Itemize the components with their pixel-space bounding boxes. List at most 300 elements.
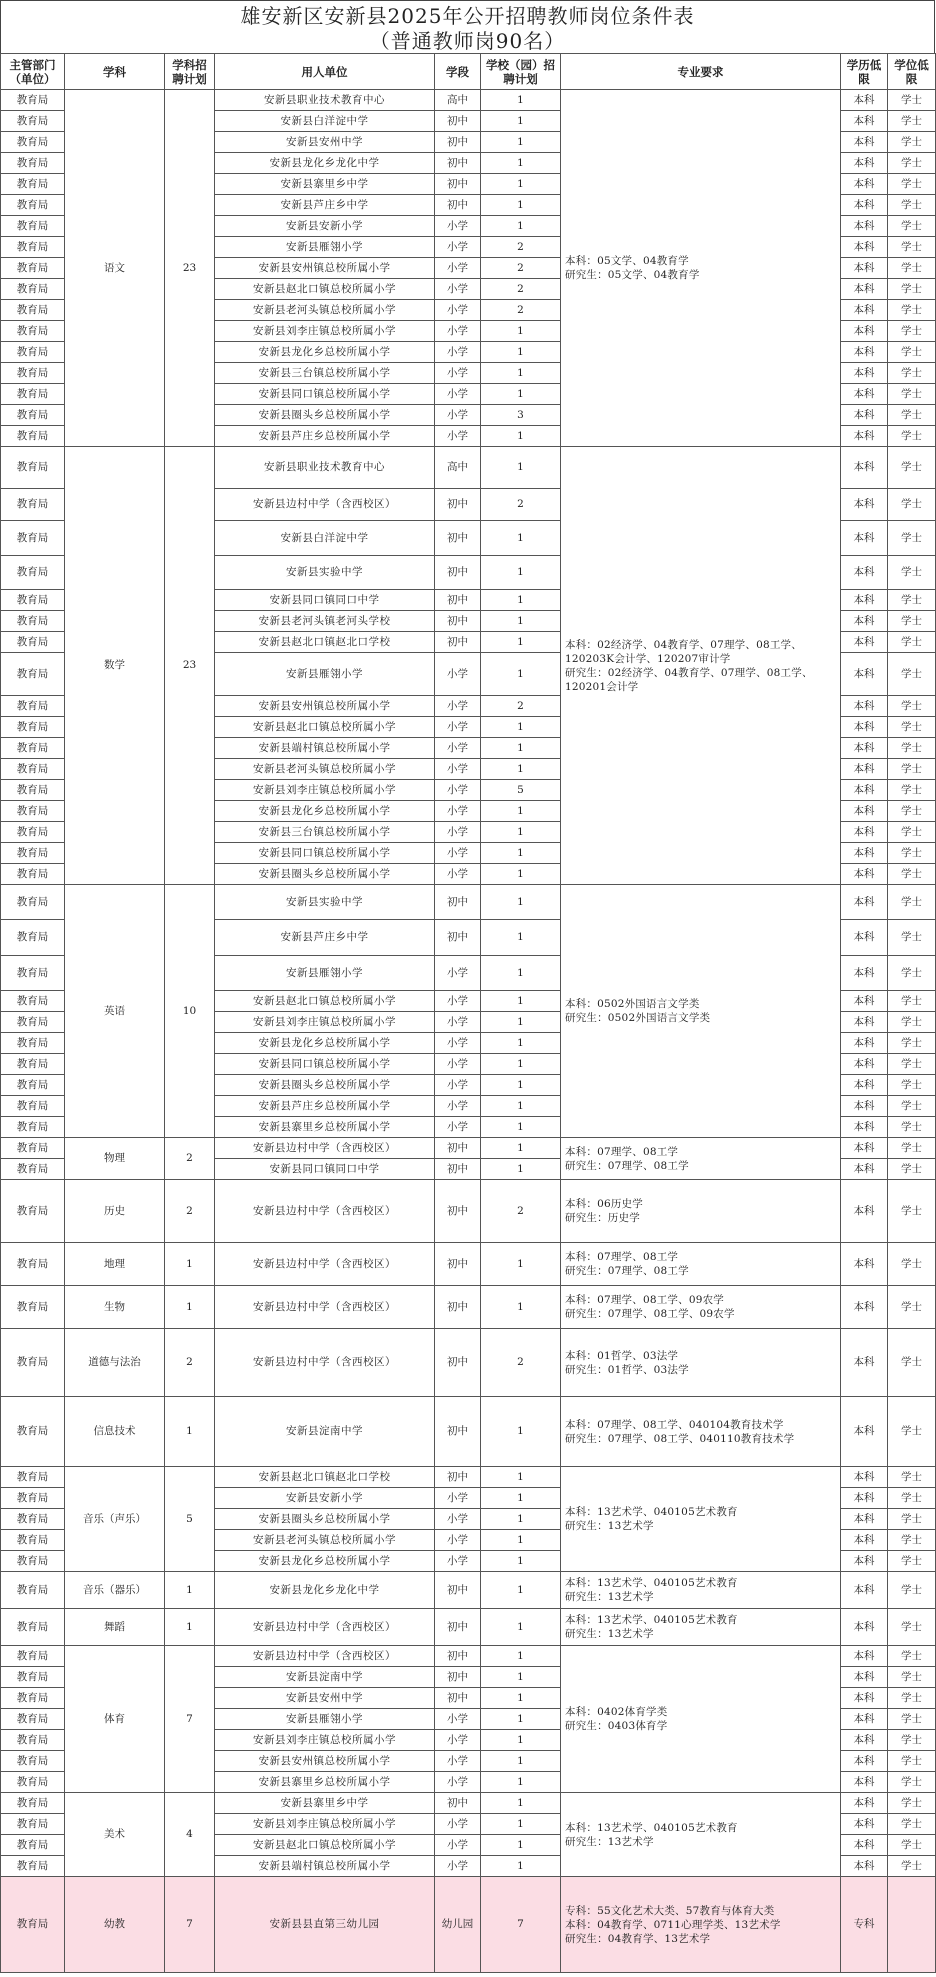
education-cell: 本科 bbox=[841, 696, 888, 717]
degree-cell: 学士 bbox=[888, 556, 936, 590]
stage-cell: 初中 bbox=[435, 1609, 481, 1646]
degree-cell: 学士 bbox=[888, 279, 936, 300]
requirement-line: 本科：07理学、08工学、09农学 bbox=[565, 1294, 724, 1306]
count-cell: 1 bbox=[481, 653, 561, 696]
stage-cell: 初中 bbox=[435, 1572, 481, 1609]
dept-cell: 教育局 bbox=[1, 1609, 65, 1646]
stage-cell: 小学 bbox=[435, 1117, 481, 1138]
dept-cell: 教育局 bbox=[1, 1329, 65, 1397]
dept-cell: 教育局 bbox=[1, 258, 65, 279]
degree-cell: 学士 bbox=[888, 1467, 936, 1488]
stage-cell: 初中 bbox=[435, 1397, 481, 1467]
education-cell: 本科 bbox=[841, 1159, 888, 1180]
stage-cell: 初中 bbox=[435, 521, 481, 556]
subject-plan-cell: 1 bbox=[165, 1243, 215, 1286]
count-cell: 2 bbox=[481, 1329, 561, 1397]
education-cell: 本科 bbox=[841, 843, 888, 864]
stage-cell: 幼儿园 bbox=[435, 1877, 481, 1973]
dept-cell: 教育局 bbox=[1, 611, 65, 632]
unit-cell: 安新县赵北口镇总校所属小学 bbox=[215, 1835, 435, 1856]
stage-cell: 小学 bbox=[435, 1033, 481, 1054]
count-cell: 5 bbox=[481, 780, 561, 801]
subject-plan-cell: 1 bbox=[165, 1397, 215, 1467]
unit-cell: 安新县县直第三幼儿园 bbox=[215, 1877, 435, 1973]
requirement-line: 研究生：0502外国语言文学类 bbox=[565, 1012, 711, 1024]
unit-cell: 安新县边村中学（含西校区） bbox=[215, 1286, 435, 1329]
education-cell: 本科 bbox=[841, 237, 888, 258]
degree-cell: 学士 bbox=[888, 956, 936, 991]
requirements-cell bbox=[561, 1877, 841, 1973]
requirement-line: 研究生：05文学、04教育学 bbox=[565, 269, 700, 281]
count-cell: 1 bbox=[481, 590, 561, 611]
degree-cell: 学士 bbox=[888, 611, 936, 632]
dept-cell: 教育局 bbox=[1, 1709, 65, 1730]
dept-cell: 教育局 bbox=[1, 1075, 65, 1096]
page-title bbox=[0, 0, 935, 54]
degree-cell: 学士 bbox=[888, 822, 936, 843]
unit-cell: 安新县芦庄乡总校所属小学 bbox=[215, 1096, 435, 1117]
dept-cell: 教育局 bbox=[1, 489, 65, 521]
degree-cell: 学士 bbox=[888, 1551, 936, 1572]
dept-cell: 教育局 bbox=[1, 780, 65, 801]
dept-cell: 教育局 bbox=[1, 759, 65, 780]
education-cell: 本科 bbox=[841, 153, 888, 174]
stage-cell: 小学 bbox=[435, 864, 481, 885]
requirements-cell bbox=[561, 1138, 841, 1180]
degree-cell: 学士 bbox=[888, 1075, 936, 1096]
unit-cell: 安新县龙化乡总校所属小学 bbox=[215, 1551, 435, 1572]
unit-cell: 安新县三台镇总校所属小学 bbox=[215, 822, 435, 843]
subject-plan-cell: 7 bbox=[165, 1646, 215, 1793]
stage-cell: 小学 bbox=[435, 759, 481, 780]
degree-cell: 学士 bbox=[888, 1096, 936, 1117]
education-cell: 本科 bbox=[841, 1814, 888, 1835]
dept-cell: 教育局 bbox=[1, 556, 65, 590]
dept-cell: 教育局 bbox=[1, 90, 65, 111]
unit-cell: 安新县圈头乡总校所属小学 bbox=[215, 1075, 435, 1096]
education-cell: 本科 bbox=[841, 279, 888, 300]
stage-cell: 小学 bbox=[435, 1730, 481, 1751]
dept-cell: 教育局 bbox=[1, 590, 65, 611]
stage-cell: 小学 bbox=[435, 279, 481, 300]
dept-cell: 教育局 bbox=[1, 1286, 65, 1329]
count-cell: 7 bbox=[481, 1877, 561, 1973]
dept-cell: 教育局 bbox=[1, 1033, 65, 1054]
education-cell: 本科 bbox=[841, 1835, 888, 1856]
dept-cell: 教育局 bbox=[1, 991, 65, 1012]
unit-cell: 安新县安新小学 bbox=[215, 216, 435, 237]
dept-cell: 教育局 bbox=[1, 1751, 65, 1772]
subject-plan-cell: 5 bbox=[165, 1467, 215, 1572]
requirement-line: 本科：0502外国语言文学类 bbox=[565, 998, 700, 1010]
count-cell: 1 bbox=[481, 1488, 561, 1509]
degree-cell: 学士 bbox=[888, 759, 936, 780]
count-cell: 2 bbox=[481, 279, 561, 300]
count-cell: 1 bbox=[481, 801, 561, 822]
unit-cell: 安新县边村中学（含西校区） bbox=[215, 1180, 435, 1243]
education-cell: 本科 bbox=[841, 556, 888, 590]
degree-cell: 学士 bbox=[888, 363, 936, 384]
degree-cell: 学士 bbox=[888, 1286, 936, 1329]
degree-cell: 学士 bbox=[888, 153, 936, 174]
requirement-line: 本科：07理学、08工学 bbox=[565, 1251, 679, 1263]
education-cell: 本科 bbox=[841, 300, 888, 321]
unit-cell: 安新县赵北口镇总校所属小学 bbox=[215, 717, 435, 738]
degree-cell: 学士 bbox=[888, 384, 936, 405]
requirements-cell bbox=[561, 447, 841, 885]
education-cell: 专科 bbox=[841, 1877, 888, 1973]
unit-cell: 安新县实验中学 bbox=[215, 556, 435, 590]
education-cell: 本科 bbox=[841, 885, 888, 920]
education-cell: 本科 bbox=[841, 1751, 888, 1772]
stage-cell: 小学 bbox=[435, 216, 481, 237]
stage-cell: 初中 bbox=[435, 590, 481, 611]
stage-cell: 小学 bbox=[435, 1530, 481, 1551]
education-cell: 本科 bbox=[841, 363, 888, 384]
subject-plan-cell: 1 bbox=[165, 1572, 215, 1609]
table-row bbox=[1, 1467, 936, 1488]
requirement-line: 研究生：01哲学、03法学 bbox=[565, 1363, 689, 1376]
table-row bbox=[1, 1329, 936, 1397]
stage-cell: 初中 bbox=[435, 611, 481, 632]
degree-cell: 学士 bbox=[888, 1530, 936, 1551]
count-cell: 1 bbox=[481, 1159, 561, 1180]
stage-cell: 初中 bbox=[435, 556, 481, 590]
unit-cell: 安新县赵北口镇赵北口学校 bbox=[215, 632, 435, 653]
count-cell: 1 bbox=[481, 1530, 561, 1551]
stage-cell: 小学 bbox=[435, 738, 481, 759]
subject-cell: 信息技术 bbox=[65, 1397, 165, 1467]
education-cell: 本科 bbox=[841, 1856, 888, 1877]
unit-cell: 安新县刘李庄镇总校所属小学 bbox=[215, 1814, 435, 1835]
count-cell: 1 bbox=[481, 1509, 561, 1530]
subject-cell: 幼教 bbox=[65, 1877, 165, 1973]
count-cell: 1 bbox=[481, 717, 561, 738]
count-cell: 1 bbox=[481, 1243, 561, 1286]
unit-cell: 安新县边村中学（含西校区） bbox=[215, 1243, 435, 1286]
count-cell: 1 bbox=[481, 1286, 561, 1329]
education-cell: 本科 bbox=[841, 920, 888, 956]
dept-cell: 教育局 bbox=[1, 956, 65, 991]
count-cell: 1 bbox=[481, 1117, 561, 1138]
header-degree: 学位低限 bbox=[888, 54, 936, 90]
unit-cell: 安新县赵北口镇赵北口学校 bbox=[215, 1467, 435, 1488]
unit-cell: 安新县雁翎小学 bbox=[215, 1709, 435, 1730]
education-cell: 本科 bbox=[841, 132, 888, 153]
degree-cell: 学士 bbox=[888, 174, 936, 195]
unit-cell: 安新县刘李庄镇总校所属小学 bbox=[215, 321, 435, 342]
count-cell: 1 bbox=[481, 342, 561, 363]
dept-cell: 教育局 bbox=[1, 111, 65, 132]
stage-cell: 初中 bbox=[435, 153, 481, 174]
stage-cell: 初中 bbox=[435, 1180, 481, 1243]
stage-cell: 小学 bbox=[435, 1509, 481, 1530]
requirements-cell bbox=[561, 1467, 841, 1572]
unit-cell: 安新县刘李庄镇总校所属小学 bbox=[215, 1012, 435, 1033]
degree-cell: 学士 bbox=[888, 696, 936, 717]
degree-cell: 学士 bbox=[888, 1159, 936, 1180]
degree-cell: 学士 bbox=[888, 801, 936, 822]
dept-cell: 教育局 bbox=[1, 195, 65, 216]
subject-plan-cell: 2 bbox=[165, 1180, 215, 1243]
dept-cell: 教育局 bbox=[1, 342, 65, 363]
unit-cell: 安新县刘李庄镇总校所属小学 bbox=[215, 780, 435, 801]
degree-cell: 学士 bbox=[888, 1329, 936, 1397]
degree-cell: 学士 bbox=[888, 738, 936, 759]
degree-cell: 学士 bbox=[888, 90, 936, 111]
education-cell: 本科 bbox=[841, 1772, 888, 1793]
education-cell: 本科 bbox=[841, 1397, 888, 1467]
table-row bbox=[1, 1397, 936, 1467]
count-cell: 1 bbox=[481, 920, 561, 956]
education-cell: 本科 bbox=[841, 1467, 888, 1488]
degree-cell: 学士 bbox=[888, 1856, 936, 1877]
count-cell: 2 bbox=[481, 696, 561, 717]
subject-plan-cell: 23 bbox=[165, 90, 215, 447]
unit-cell: 安新县白洋淀中学 bbox=[215, 521, 435, 556]
dept-cell: 教育局 bbox=[1, 1117, 65, 1138]
unit-cell: 安新县淀南中学 bbox=[215, 1667, 435, 1688]
degree-cell: 学士 bbox=[888, 237, 936, 258]
degree-cell: 学士 bbox=[888, 521, 936, 556]
stage-cell: 小学 bbox=[435, 384, 481, 405]
recruitment-table bbox=[0, 53, 936, 1973]
degree-cell: 学士 bbox=[888, 632, 936, 653]
stage-cell: 高中 bbox=[435, 90, 481, 111]
requirements-cell bbox=[561, 1397, 841, 1467]
education-cell: 本科 bbox=[841, 111, 888, 132]
dept-cell: 教育局 bbox=[1, 321, 65, 342]
dept-cell: 教育局 bbox=[1, 1877, 65, 1973]
education-cell: 本科 bbox=[841, 738, 888, 759]
subject-cell: 地理 bbox=[65, 1243, 165, 1286]
dept-cell: 教育局 bbox=[1, 696, 65, 717]
table-row bbox=[1, 1286, 936, 1329]
unit-cell: 安新县边村中学（含西校区） bbox=[215, 1646, 435, 1667]
dept-cell: 教育局 bbox=[1, 132, 65, 153]
subject-cell: 美术 bbox=[65, 1793, 165, 1877]
degree-cell: 学士 bbox=[888, 1646, 936, 1667]
degree-cell: 学士 bbox=[888, 489, 936, 521]
table-row bbox=[1, 90, 936, 111]
education-cell: 本科 bbox=[841, 216, 888, 237]
stage-cell: 小学 bbox=[435, 801, 481, 822]
unit-cell: 安新县寨里乡中学 bbox=[215, 174, 435, 195]
subject-plan-cell: 4 bbox=[165, 1793, 215, 1877]
header-subject: 学科 bbox=[65, 54, 165, 90]
degree-cell: 学士 bbox=[888, 885, 936, 920]
count-cell: 1 bbox=[481, 1096, 561, 1117]
education-cell: 本科 bbox=[841, 426, 888, 447]
subject-cell: 道德与法治 bbox=[65, 1329, 165, 1397]
education-cell: 本科 bbox=[841, 1033, 888, 1054]
requirement-line: 研究生：13艺术学 bbox=[565, 1835, 654, 1848]
stage-cell: 初中 bbox=[435, 1793, 481, 1814]
dept-cell: 教育局 bbox=[1, 363, 65, 384]
unit-cell: 安新县芦庄乡总校所属小学 bbox=[215, 426, 435, 447]
degree-cell: 学士 bbox=[888, 111, 936, 132]
education-cell: 本科 bbox=[841, 1667, 888, 1688]
unit-cell: 安新县安州中学 bbox=[215, 132, 435, 153]
count-cell: 1 bbox=[481, 822, 561, 843]
stage-cell: 小学 bbox=[435, 1075, 481, 1096]
education-cell: 本科 bbox=[841, 1646, 888, 1667]
degree-cell: 学士 bbox=[888, 1138, 936, 1159]
dept-cell: 教育局 bbox=[1, 1138, 65, 1159]
requirement-line: 本科：13艺术学、040105艺术教育 bbox=[565, 1506, 738, 1518]
degree-cell: 学士 bbox=[888, 864, 936, 885]
unit-cell: 安新县老河头镇总校所属小学 bbox=[215, 759, 435, 780]
table-row bbox=[1, 447, 936, 489]
degree-cell: 学士 bbox=[888, 1688, 936, 1709]
dept-cell: 教育局 bbox=[1, 717, 65, 738]
requirement-line: 本科：05文学、04教育学 bbox=[565, 255, 689, 267]
requirements-cell bbox=[561, 1180, 841, 1243]
education-cell: 本科 bbox=[841, 780, 888, 801]
count-cell: 1 bbox=[481, 521, 561, 556]
dept-cell: 教育局 bbox=[1, 885, 65, 920]
dept-cell: 教育局 bbox=[1, 1054, 65, 1075]
subject-cell: 音乐（器乐） bbox=[65, 1572, 165, 1609]
requirement-line: 本科：07理学、08工学、040104教育技术学 bbox=[565, 1418, 784, 1431]
subject-plan-cell: 2 bbox=[165, 1329, 215, 1397]
header-unit: 用人单位 bbox=[215, 54, 435, 90]
education-cell: 本科 bbox=[841, 1180, 888, 1243]
dept-cell: 教育局 bbox=[1, 1467, 65, 1488]
dept-cell: 教育局 bbox=[1, 1793, 65, 1814]
stage-cell: 初中 bbox=[435, 1243, 481, 1286]
stage-cell: 小学 bbox=[435, 1772, 481, 1793]
degree-cell: 学士 bbox=[888, 1397, 936, 1467]
requirements-cell bbox=[561, 90, 841, 447]
education-cell: 本科 bbox=[841, 632, 888, 653]
degree-cell: 学士 bbox=[888, 1243, 936, 1286]
degree-cell: 学士 bbox=[888, 653, 936, 696]
unit-cell: 安新县边村中学（含西校区） bbox=[215, 1609, 435, 1646]
dept-cell: 教育局 bbox=[1, 1646, 65, 1667]
requirement-line: 研究生：0403体育学 bbox=[565, 1720, 668, 1732]
degree-cell: 学士 bbox=[888, 216, 936, 237]
count-cell: 1 bbox=[481, 1709, 561, 1730]
header-requirements: 专业要求 bbox=[561, 54, 841, 90]
table-row bbox=[1, 1646, 936, 1667]
count-cell: 1 bbox=[481, 956, 561, 991]
unit-cell: 安新县圈头乡总校所属小学 bbox=[215, 1509, 435, 1530]
stage-cell: 小学 bbox=[435, 300, 481, 321]
count-cell: 1 bbox=[481, 738, 561, 759]
subject-cell: 英语 bbox=[65, 885, 165, 1138]
requirements-cell bbox=[561, 1329, 841, 1397]
unit-cell: 安新县圈头乡总校所属小学 bbox=[215, 405, 435, 426]
education-cell: 本科 bbox=[841, 1488, 888, 1509]
stage-cell: 小学 bbox=[435, 696, 481, 717]
degree-cell: 学士 bbox=[888, 300, 936, 321]
education-cell: 本科 bbox=[841, 611, 888, 632]
count-cell: 1 bbox=[481, 1397, 561, 1467]
degree-cell: 学士 bbox=[888, 1012, 936, 1033]
education-cell: 本科 bbox=[841, 653, 888, 696]
count-cell: 1 bbox=[481, 1138, 561, 1159]
education-cell: 本科 bbox=[841, 1054, 888, 1075]
header-plan: 学科招聘计划 bbox=[165, 54, 215, 90]
stage-cell: 小学 bbox=[435, 342, 481, 363]
stage-cell: 小学 bbox=[435, 1835, 481, 1856]
dept-cell: 教育局 bbox=[1, 1688, 65, 1709]
degree-cell: 学士 bbox=[888, 1117, 936, 1138]
unit-cell: 安新县龙化乡龙化中学 bbox=[215, 1572, 435, 1609]
unit-cell: 安新县雁翎小学 bbox=[215, 237, 435, 258]
unit-cell: 安新县龙化乡总校所属小学 bbox=[215, 342, 435, 363]
education-cell: 本科 bbox=[841, 321, 888, 342]
unit-cell: 安新县赵北口镇总校所属小学 bbox=[215, 991, 435, 1012]
stage-cell: 初中 bbox=[435, 1667, 481, 1688]
table-row bbox=[1, 1877, 936, 1973]
table-row bbox=[1, 1609, 936, 1646]
unit-cell: 安新县同口镇总校所属小学 bbox=[215, 384, 435, 405]
subject-cell: 数学 bbox=[65, 447, 165, 885]
degree-cell: 学士 bbox=[888, 843, 936, 864]
count-cell: 1 bbox=[481, 885, 561, 920]
dept-cell: 教育局 bbox=[1, 1159, 65, 1180]
dept-cell: 教育局 bbox=[1, 447, 65, 489]
count-cell: 1 bbox=[481, 1814, 561, 1835]
unit-cell: 安新县同口镇同口中学 bbox=[215, 590, 435, 611]
requirement-line: 专科：55文化艺术大类、57教育与体育大类 bbox=[565, 1904, 775, 1917]
stage-cell: 初中 bbox=[435, 1286, 481, 1329]
unit-cell: 安新县三台镇总校所属小学 bbox=[215, 363, 435, 384]
education-cell: 本科 bbox=[841, 864, 888, 885]
requirement-line: 本科：13艺术学、040105艺术教育 bbox=[565, 1577, 738, 1589]
dept-cell: 教育局 bbox=[1, 216, 65, 237]
count-cell: 1 bbox=[481, 556, 561, 590]
education-cell: 本科 bbox=[841, 1117, 888, 1138]
education-cell: 本科 bbox=[841, 1509, 888, 1530]
stage-cell: 初中 bbox=[435, 632, 481, 653]
stage-cell: 初中 bbox=[435, 920, 481, 956]
dept-cell: 教育局 bbox=[1, 279, 65, 300]
unit-cell: 安新县雁翎小学 bbox=[215, 653, 435, 696]
requirement-line: 本科：04教育学、0711心理学类、13艺术学 bbox=[565, 1918, 781, 1931]
count-cell: 1 bbox=[481, 384, 561, 405]
subject-plan-cell: 1 bbox=[165, 1609, 215, 1646]
dept-cell: 教育局 bbox=[1, 632, 65, 653]
count-cell: 1 bbox=[481, 1467, 561, 1488]
count-cell: 1 bbox=[481, 1609, 561, 1646]
degree-cell: 学士 bbox=[888, 590, 936, 611]
degree-cell: 学士 bbox=[888, 1033, 936, 1054]
dept-cell: 教育局 bbox=[1, 1835, 65, 1856]
stage-cell: 小学 bbox=[435, 780, 481, 801]
stage-cell: 小学 bbox=[435, 1551, 481, 1572]
unit-cell: 安新县寨里乡中学 bbox=[215, 1793, 435, 1814]
degree-cell: 学士 bbox=[888, 1054, 936, 1075]
degree-cell: 学士 bbox=[888, 1751, 936, 1772]
stage-cell: 初中 bbox=[435, 1159, 481, 1180]
count-cell: 1 bbox=[481, 426, 561, 447]
count-cell: 1 bbox=[481, 1856, 561, 1877]
unit-cell: 安新县老河头镇总校所属小学 bbox=[215, 300, 435, 321]
subject-plan-cell: 10 bbox=[165, 885, 215, 1138]
dept-cell: 教育局 bbox=[1, 1856, 65, 1877]
dept-cell: 教育局 bbox=[1, 1180, 65, 1243]
requirements-cell bbox=[561, 1243, 841, 1286]
requirement-line: 研究生：07理学、08工学、09农学 bbox=[565, 1308, 735, 1320]
unit-cell: 安新县老河头镇总校所属小学 bbox=[215, 1530, 435, 1551]
count-cell: 3 bbox=[481, 405, 561, 426]
stage-cell: 小学 bbox=[435, 1054, 481, 1075]
count-cell: 1 bbox=[481, 90, 561, 111]
dept-cell: 教育局 bbox=[1, 1012, 65, 1033]
